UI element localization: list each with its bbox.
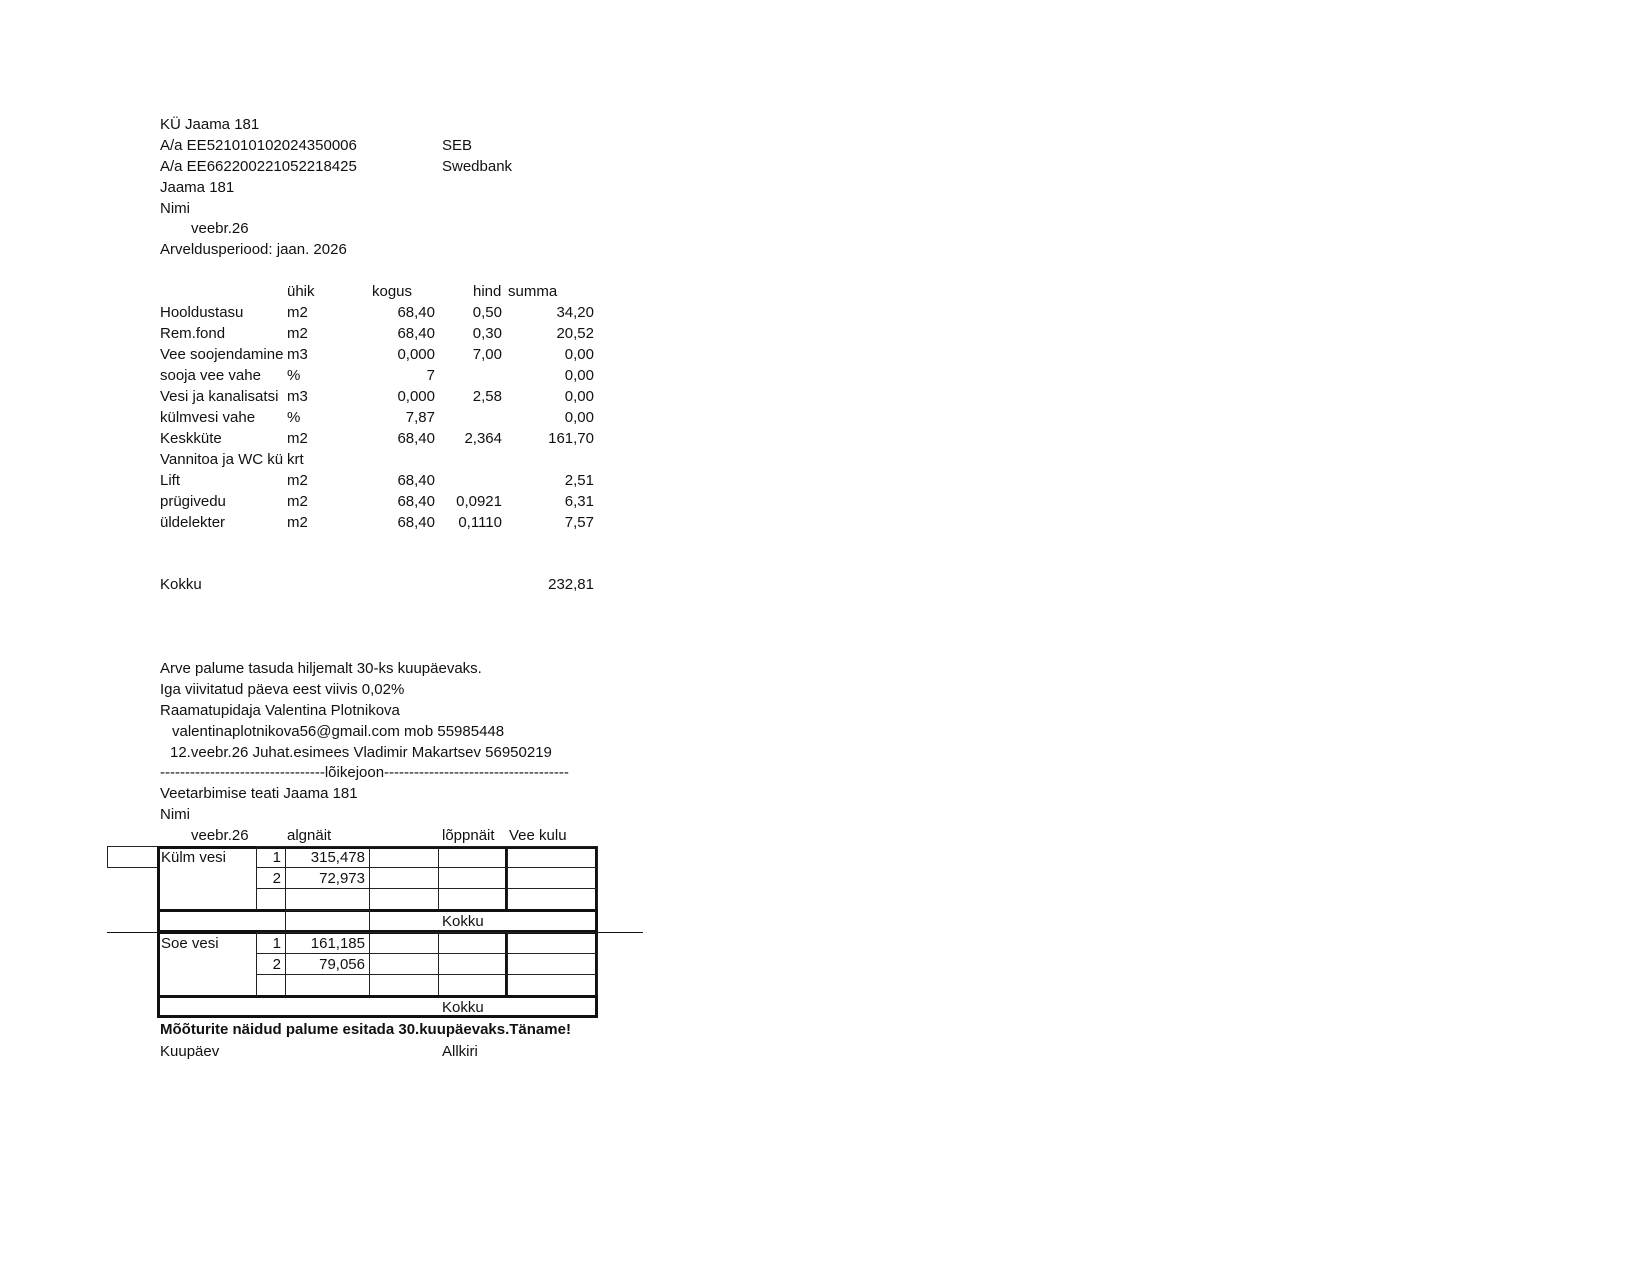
row-qty: 0,000: [397, 346, 435, 363]
row-qty: 68,40: [397, 514, 435, 531]
row-qty: 68,40: [397, 304, 435, 321]
side-box: [107, 846, 158, 868]
row-unit: m2: [287, 472, 308, 489]
cold-meter-3-end-field[interactable]: [369, 888, 439, 910]
row-item: Rem.fond: [160, 325, 226, 342]
water-name-label: Nimi: [160, 806, 190, 823]
row-price: 0,30: [472, 325, 502, 342]
row-price: 0,1110: [458, 514, 502, 531]
row-qty: 7: [426, 367, 435, 384]
hot-meter-2-no: 2: [272, 956, 281, 973]
hot-total-label: Kokku: [442, 999, 484, 1016]
row-item: sooja vee vahe: [160, 367, 261, 384]
account-swedbank-bank: Swedbank: [442, 158, 513, 175]
row-sum: 0,00: [564, 409, 594, 426]
row-qty: 68,40: [397, 493, 435, 510]
row-unit: %: [287, 367, 301, 384]
cut-line: ---------------------------------lõikejoon-------------------------------------: [160, 764, 569, 781]
hot-water-label: Soe vesi: [161, 935, 219, 952]
row-price: 0,50: [472, 304, 502, 321]
cold-meter-3-start-cell: [285, 888, 370, 910]
cold-total-divider: [157, 909, 598, 912]
row-item: Hooldustasu: [160, 304, 244, 321]
row-sum: 0,00: [564, 388, 594, 405]
row-qty: 7,87: [405, 409, 435, 426]
hot-meter-1-start: 161,185: [310, 935, 365, 952]
water-notice-title: Veetarbimise teati Jaama 181: [160, 785, 358, 802]
penalty-note: Iga viivitatud päeva eest viivis 0,02%: [160, 681, 405, 698]
col-end-reading: lõppnäit: [442, 827, 495, 844]
board-chair: 12.veebr.26 Juhat.esimees Vladimir Makartsev 56950219: [170, 744, 552, 761]
row-sum: 0,00: [564, 367, 594, 384]
row-unit: m2: [287, 430, 308, 447]
row-item: külmvesi vahe: [160, 409, 256, 426]
cold-meter-2-end-field[interactable]: [369, 867, 439, 889]
date-label: Kuupäev: [160, 1043, 220, 1060]
account-swedbank-iban: A/a EE662200221052218425: [160, 158, 357, 175]
row-sum: 20,52: [556, 325, 594, 342]
row-unit: m3: [287, 346, 308, 363]
row-unit: m2: [287, 325, 308, 342]
hot-meter-2-end2-field[interactable]: [438, 953, 508, 975]
row-unit: krt: [287, 451, 304, 468]
row-unit: m2: [287, 304, 308, 321]
row-item: Vesi ja kanalisatsi: [160, 388, 279, 405]
col-start-reading: algnäit: [287, 827, 332, 844]
cold-meter-1-no: 1: [272, 849, 281, 866]
row-item: Keskküte: [160, 430, 222, 447]
cold-meter-3-end2-field[interactable]: [438, 888, 508, 910]
cold-total-cell: [285, 910, 370, 933]
row-qty: 68,40: [397, 325, 435, 342]
row-price: 2,58: [472, 388, 502, 405]
row-unit: m2: [287, 493, 308, 510]
row-item: Vee soojendamine: [160, 346, 284, 363]
hot-meter-1-no: 1: [272, 935, 281, 952]
total-label: Kokku: [160, 576, 202, 593]
row-unit: m2: [287, 514, 308, 531]
account-seb-bank: SEB: [442, 137, 473, 154]
hot-meter-2-usage-field[interactable]: [507, 953, 598, 975]
row-sum: 161,70: [548, 430, 594, 447]
water-date: veebr.26: [191, 827, 249, 844]
row-item: Lift: [160, 472, 181, 489]
row-price: 2,364: [464, 430, 502, 447]
row-price: 7,00: [472, 346, 502, 363]
cold-meter-1-end2-field[interactable]: [438, 846, 508, 868]
org-name: KÜ Jaama 181: [160, 116, 260, 133]
row-qty: 0,000: [397, 388, 435, 405]
cold-meter-2-no: 2: [272, 870, 281, 887]
address: Jaama 181: [160, 179, 235, 196]
hot-meter-3-usage-field[interactable]: [507, 974, 598, 996]
hot-meter-2-start: 79,056: [319, 956, 365, 973]
row-unit: m3: [287, 388, 308, 405]
cold-meter-3-no-cell: [256, 888, 286, 910]
total-amount: 232,81: [548, 576, 594, 593]
col-unit-header: ühik: [287, 283, 315, 300]
cold-meter-2-start: 72,973: [319, 870, 365, 887]
hot-meter-1-end-field[interactable]: [369, 932, 439, 954]
col-qty-header: kogus: [372, 283, 413, 300]
row-item: üldelekter: [160, 514, 226, 531]
row-sum: 7,57: [564, 514, 594, 531]
col-price-header: hind: [473, 283, 502, 300]
row-sum: 2,51: [564, 472, 594, 489]
cold-meter-2-end2-field[interactable]: [438, 867, 508, 889]
row-unit: %: [287, 409, 301, 426]
row-item: Vannitoa ja WC kü: [160, 451, 284, 468]
row-sum: 34,20: [556, 304, 594, 321]
row-sum: 0,00: [564, 346, 594, 363]
accountant-contact: valentinaplotnikova56@gmail.com mob 55985448: [172, 723, 505, 740]
hot-meter-1-usage-field[interactable]: [507, 932, 598, 954]
cold-meter-3-usage-field[interactable]: [507, 888, 598, 910]
cold-water-label: Külm vesi: [161, 849, 227, 866]
billing-period: Arveldusperiood: jaan. 2026: [160, 241, 347, 258]
accountant: Raamatupidaja Valentina Plotnikova: [160, 702, 400, 719]
cold-meter-2-usage-field[interactable]: [507, 867, 598, 889]
hot-meter-3-start-cell: [285, 974, 370, 996]
row-item: prügivedu: [160, 493, 226, 510]
hot-meter-3-end-field[interactable]: [369, 974, 439, 996]
col-sum-header: summa: [508, 283, 558, 300]
hot-total-divider: [157, 995, 598, 998]
invoice-date: veebr.26: [191, 220, 249, 237]
col-water-usage: Vee kulu: [509, 827, 567, 844]
name-label: Nimi: [160, 200, 190, 217]
payment-deadline-note: Arve palume tasuda hiljemalt 30-ks kuupäevaks.: [160, 660, 482, 677]
row-qty: 68,40: [397, 430, 435, 447]
cold-meter-1-usage-field[interactable]: [507, 846, 598, 868]
hot-meter-3-end2-field[interactable]: [438, 974, 508, 996]
cold-total-label: Kokku: [442, 913, 484, 930]
account-seb-iban: A/a EE521010102024350006: [160, 137, 357, 154]
hot-meter-2-end-field[interactable]: [369, 953, 439, 975]
cold-meter-1-end-field[interactable]: [369, 846, 439, 868]
row-qty: 68,40: [397, 472, 435, 489]
hot-meter-1-end2-field[interactable]: [438, 932, 508, 954]
cold-meter-1-start: 315,478: [310, 849, 365, 866]
row-sum: 6,31: [564, 493, 594, 510]
signature-label: Allkiri: [442, 1043, 478, 1060]
hot-meter-3-no-cell: [256, 974, 286, 996]
meter-reading-request: Mõõturite näidud palume esitada 30.kuupäevaks.Täname!: [160, 1021, 571, 1038]
row-price: 0,0921: [456, 493, 502, 510]
